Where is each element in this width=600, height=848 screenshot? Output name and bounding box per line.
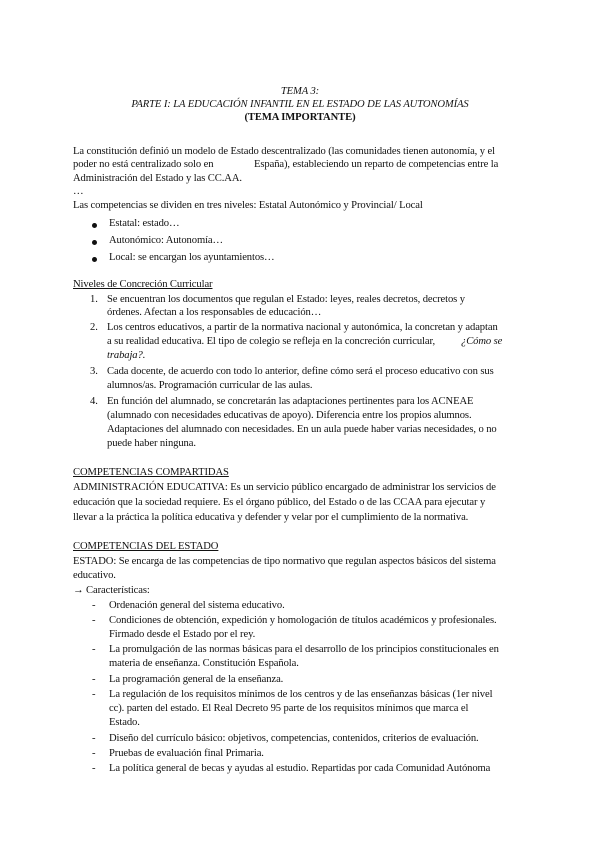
tema-heading: TEMA 3: xyxy=(280,86,320,97)
list-item: Estatal: estado… xyxy=(109,218,180,229)
importante-heading: (TEMA IMPORTANTE) xyxy=(244,112,356,123)
intro-line: La constitución definió un modelo de Estado descentralizado (las comunidades tienen autonomía, y el xyxy=(73,146,495,157)
paragraph-line: ADMINISTRACIÓN EDUCATIVA: Es un servicio público encargado de administrar los servicios de xyxy=(73,482,496,493)
list-item: Firmado desde el Estado por el rey. xyxy=(109,629,256,640)
list-item: En función del alumnado, se concretarán las adaptaciones pertinentes para los ACNEAE xyxy=(107,396,474,407)
section-title-estado: COMPETENCIAS DEL ESTADO xyxy=(73,541,219,552)
dash-icon: - xyxy=(92,733,96,744)
list-item: Diseño del currículo básico: objetivos, competencias, contenidos, criterios de evaluación. xyxy=(109,733,479,744)
list-item: puede haber ninguna. xyxy=(107,438,196,449)
paragraph-line: educativo. xyxy=(73,570,116,581)
intro-line: Administración del Estado y las CC.AA. xyxy=(73,173,242,184)
list-item: La regulación de los requisitos mínimos de los centros y de las enseñanzas básicas (1er nivel xyxy=(109,689,493,700)
section-title-concrecion: Niveles de Concreción Curricular xyxy=(73,279,213,290)
parte-heading: PARTE I: LA EDUCACIÓN INFANTIL EN EL ESTADO DE LAS AUTONOMÍAS xyxy=(131,99,469,110)
section-title-compartidas: COMPETENCIAS COMPARTIDAS xyxy=(73,467,229,478)
list-item: Adaptaciones del alumnado con necesidades. En un aula puede haber varias necesidades, o no xyxy=(107,424,497,435)
dash-icon: - xyxy=(92,600,96,611)
dash-icon: - xyxy=(92,748,96,759)
dash-icon: - xyxy=(92,644,96,655)
list-item: Autonómico: Autonomía… xyxy=(109,235,224,246)
list-item: cc). parten del estado. El Real Decreto 95 parte de los requisitos mínimos que marca el xyxy=(109,703,469,714)
list-item: Pruebas de evaluación final Primaria. xyxy=(109,748,264,759)
list-number: 2. xyxy=(90,322,98,333)
list-item: Ordenación general del sistema educativo. xyxy=(109,600,285,611)
list-item: a su realidad educativa. El tipo de colegio se refleja en la concreción curricular, xyxy=(107,336,436,347)
niveles-intro: Las competencias se dividen en tres niveles: Estatal Autonómico y Provincial/ Local xyxy=(73,200,423,211)
dash-icon: - xyxy=(92,763,96,774)
list-item: (alumnado con necesidades educativas de apoyo). Diferencia entre los propios alumnos. xyxy=(107,410,472,421)
caracteristicas-heading: → Características: xyxy=(73,585,150,596)
list-item: Local: se encargan los ayuntamientos… xyxy=(109,252,275,263)
intro-line: España), estableciendo un reparto de competencias entre la xyxy=(254,159,499,170)
dash-icon: - xyxy=(92,615,96,626)
list-item: Cada docente, de acuerdo con todo lo anterior, define cómo será el proceso educativo con sus xyxy=(107,366,494,377)
paragraph-line: ESTADO: Se encarga de las competencias de tipo normativo que regulan aspectos básicos del sistema xyxy=(73,556,496,567)
list-item-italic: trabaja?. xyxy=(107,350,146,361)
list-item: materia de enseñanza. Constitución Española. xyxy=(109,658,299,669)
dash-icon: - xyxy=(92,674,96,685)
list-number: 3. xyxy=(90,366,98,377)
paragraph-line: educación que la sociedad requiere. Es el órgano público, del Estado o de las CCAA para ejecutar y xyxy=(73,497,486,508)
intro-line: poder no está centralizado solo en xyxy=(73,159,214,170)
bullet-icon xyxy=(92,257,97,262)
list-number: 4. xyxy=(90,396,98,407)
list-item: Estado. xyxy=(109,717,140,728)
bullet-icon xyxy=(92,240,97,245)
list-item-italic: ¿Cómo se xyxy=(461,336,503,347)
list-item: La política general de becas y ayudas al estudio. Repartidas por cada Comunidad Autónoma xyxy=(109,763,491,774)
dash-icon: - xyxy=(92,689,96,700)
ellipsis: … xyxy=(73,186,84,197)
list-item: La promulgación de las normas básicas para el desarrollo de los principios constitucionales en xyxy=(109,644,499,655)
list-number: 1. xyxy=(90,294,98,305)
list-item: alumnos/as. Programación curricular de las aulas. xyxy=(107,380,313,391)
list-item: Condiciones de obtención, expedición y homologación de títulos académicos y profesionales. xyxy=(109,615,497,626)
list-item: Los centros educativos, a partir de la normativa nacional y autonómica, la concretan y adaptan xyxy=(107,322,498,333)
list-item: La programación general de la enseñanza. xyxy=(109,674,284,685)
list-item: órdenes. Afectan a los responsables de educación… xyxy=(107,307,322,318)
list-item: Se encuentran los documentos que regulan el Estado: leyes, reales decretos, decretos y xyxy=(107,294,465,305)
paragraph-line: llevar a la práctica la política educativa y defender y velar por el cumplimiento de la normativa. xyxy=(73,512,469,523)
bullet-icon xyxy=(92,223,97,228)
